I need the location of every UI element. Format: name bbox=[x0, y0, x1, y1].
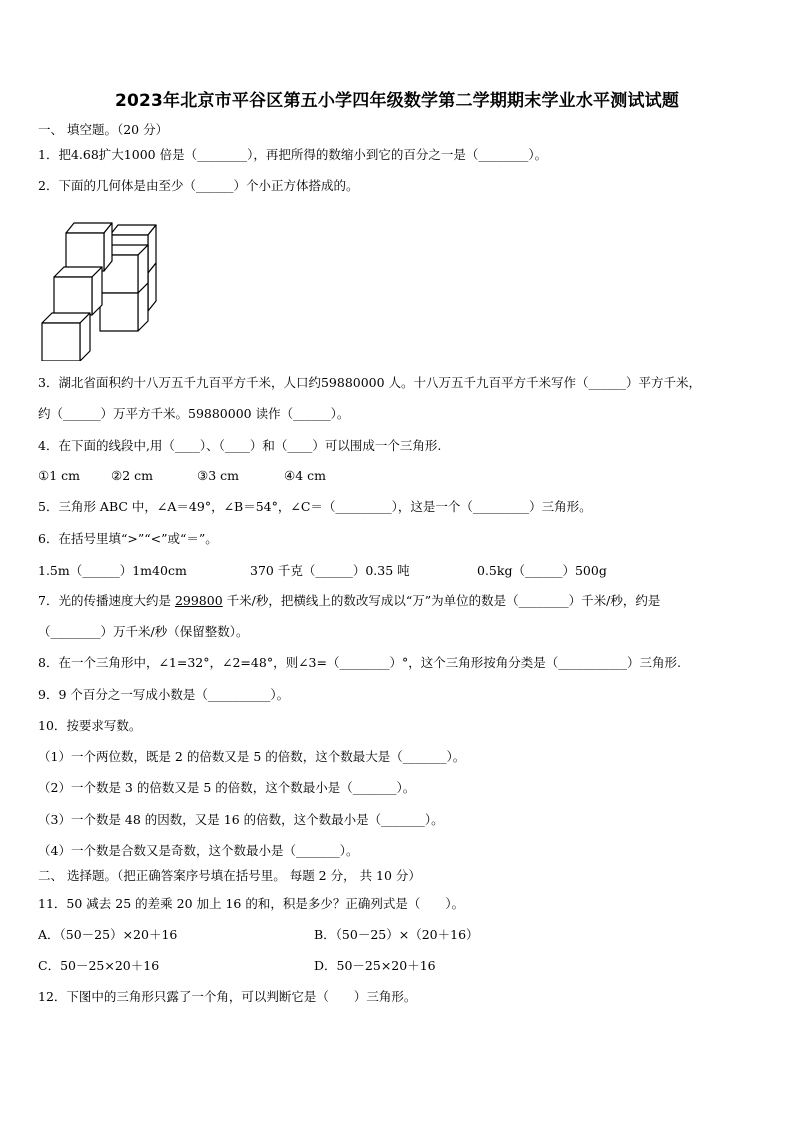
compare-item-1: 1.5m（______）1m40cm bbox=[38, 563, 187, 578]
question-7-line-1 bbox=[38, 593, 660, 609]
compare-item-2: 370 千克（______）0.35 吨 bbox=[250, 563, 410, 578]
option-4cm: ④4 cm bbox=[284, 468, 326, 483]
option-3cm: ③3 cm bbox=[197, 468, 239, 483]
question-11-option-a: A．（50－25）×20＋16 bbox=[38, 927, 178, 942]
question-7-line-2: （________）万千米/秒（保留整数）。 bbox=[38, 624, 249, 639]
page-title: 2023年北京市平谷区第五小学四年级数学第二学期期末学业水平测试试题 bbox=[114, 91, 680, 111]
question-5: 5．三角形 ABC 中，∠A＝49°，∠B＝54°，∠C＝（_________），这是一个（_________）三角形。 bbox=[38, 499, 592, 514]
question-10-sub-2: （2）一个数是 3 的倍数又是 5 的倍数，这个数最小是（_______）。 bbox=[38, 780, 416, 795]
question-3-line-1: 3．湖北省面积约十八万五千九百平方千米，人口约59880000 人。十八万五千九百平方千米写作（______）平方千米， bbox=[38, 375, 702, 390]
question-12: 12．下图中的三角形只露了一个角，可以判断它是（ ）三角形。 bbox=[38, 989, 417, 1004]
question-11: 11．50 减去 25 的差乘 20 加上 16 的和，积是多少？正确列式是（ ）。 bbox=[38, 896, 465, 911]
question-10-sub-3: （3）一个数是 48 的因数，又是 16 的倍数，这个数最小是（_______）。 bbox=[38, 812, 444, 827]
q7-prefix: 7．光的传播速度大约是 bbox=[38, 593, 175, 608]
question-11-option-c: C．50－25×20＋16 bbox=[38, 958, 160, 973]
question-1: 1．把4.68扩大1000 倍是（________），再把所得的数缩小到它的百分之一是（________）。 bbox=[38, 147, 548, 162]
question-10-sub-4: （4）一个数是合数又是奇数，这个数最小是（_______）。 bbox=[38, 843, 359, 858]
question-4: 4．在下面的线段中,用（____）、（____）和（____）可以围成一个三角形. bbox=[38, 438, 442, 453]
question-6: 6．在括号里填“>”“<”或“＝”。 bbox=[38, 531, 218, 546]
option-1cm: ①1 cm bbox=[38, 468, 80, 483]
q7-underlined-number: 299800 bbox=[174, 593, 223, 608]
question-10-sub-1: （1）一个两位数，既是 2 的倍数又是 5 的倍数，这个数最大是（_______）。 bbox=[38, 749, 466, 764]
cube-stack-figure bbox=[40, 215, 162, 361]
compare-item-3: 0.5kg（______）500g bbox=[477, 563, 607, 578]
question-6-items bbox=[38, 563, 607, 579]
q7-suffix: 千米/秒，把横线上的数改写成以“万”为单位的数是（________）千米/秒，约是 bbox=[222, 593, 661, 608]
option-2cm: ②2 cm bbox=[111, 468, 153, 483]
question-9: 9．9 个百分之一写成小数是（__________）。 bbox=[38, 687, 290, 702]
section-multiple-choice-heading: 二、 选择题。（把正确答案序号填在括号里。 每题 2 分， 共 10 分） bbox=[38, 868, 421, 883]
question-3-line-2: 约（______）万平方千米。59880000 读作（______）。 bbox=[38, 406, 350, 421]
question-4-options bbox=[38, 468, 326, 484]
question-8: 8．在一个三角形中，∠1=32°，∠2=48°，则∠3=（________）°，这个三角形按角分类是（___________）三角形. bbox=[38, 655, 681, 670]
section-fill-blank-heading: 一、 填空题。（20 分） bbox=[38, 122, 169, 137]
question-2: 2．下面的几何体是由至少（______）个小正方体搭成的。 bbox=[38, 178, 359, 193]
question-11-option-b: B．（50－25）×（20＋16） bbox=[314, 927, 479, 942]
question-11-option-d: D．50－25×20＋16 bbox=[314, 958, 436, 973]
question-10: 10．按要求写数。 bbox=[38, 718, 142, 733]
